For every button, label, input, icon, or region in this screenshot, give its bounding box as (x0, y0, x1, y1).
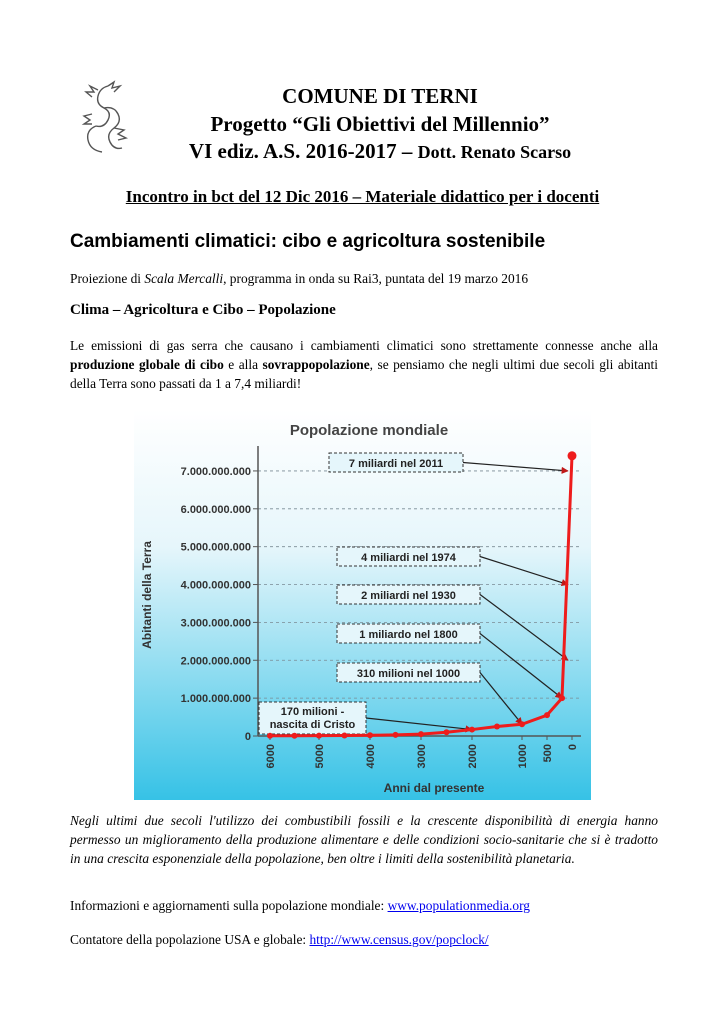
projection-post: , programma in onda su Rai3, puntata del 19 marzo 2016 (223, 271, 529, 286)
chart-title: Popolazione mondiale (289, 422, 449, 439)
header-edition: VI ediz. A.S. 2016-2017 – (188, 139, 418, 163)
y-axis-label: Abitanti della Terra (140, 541, 154, 649)
x-axis-label: Anni dal presente (383, 781, 485, 795)
chart-caption: Negli ultimi due secoli l'utilizzo dei combustibili fossili e la crescente disponibilità di energia hanno permesso un miglioramento della produzione alimentare e delle condizioni socio-sanitarie che si è tradotto in una crescita esponenziale della popolazione, ben oltre i limiti della sostenibilità planetaria. (70, 813, 658, 866)
y-tick-label: 7.000.000.000 (180, 465, 251, 478)
population-point (519, 721, 525, 727)
x-tick-label: 6000 (265, 744, 277, 769)
projection-program: Scala Mercalli (144, 271, 224, 286)
population-point (469, 727, 475, 733)
population-point (544, 712, 550, 718)
population-point (568, 451, 577, 460)
x-tick-label: 5000 (314, 744, 326, 769)
y-tick-label: 4.000.000.000 (180, 579, 251, 592)
population-point (342, 732, 348, 738)
intro-bold-1: produzione globale di cibo (70, 357, 224, 372)
intro-part-2: e alla (223, 357, 263, 372)
y-tick-label: 0 (244, 731, 251, 743)
info-line (70, 896, 530, 915)
population-point (367, 732, 373, 738)
population-point (418, 731, 424, 737)
meeting-title: Incontro in bct del 12 Dic 2016 – Materiale didattico per i docenti (125, 187, 600, 206)
y-tick-label: 5.000.000.000 (180, 541, 251, 554)
population-point (393, 732, 399, 738)
y-tick-label: 2.000.000.000 (180, 655, 251, 668)
header-author: Dott. Renato Scarso (417, 142, 572, 162)
y-tick-label: 3.000.000.000 (180, 617, 251, 630)
intro-part-3: , se pensiamo che negli ultimi due secoli gli abitanti della Terra sono passati da 1 a 7,4 miliardi! (70, 357, 658, 391)
population-point (267, 733, 273, 739)
population-point (494, 724, 500, 730)
header-line-1: COMUNE DI TERNI (282, 84, 478, 108)
intro-bold-2: sovrappopolazione (262, 357, 370, 372)
x-tick-label: 3000 (416, 744, 428, 769)
info-text: Informazioni e aggiornamenti sulla popolazione mondiale: (70, 898, 388, 913)
annotation-label: 1 miliardo nel 1800 (359, 629, 458, 641)
population-point (559, 695, 565, 701)
section-title: Cambiamenti climatici: cibo e agricoltura sostenibile (70, 231, 546, 252)
counter-line (70, 930, 489, 949)
x-tick-label: 0 (567, 744, 579, 751)
annotation-label: 4 miliardi nel 1974 (361, 552, 456, 564)
counter-text: Contatore della popolazione USA e globale: (70, 932, 310, 947)
annotation-label: 7 miliardi nel 2011 (348, 458, 444, 470)
x-tick-label: 2000 (467, 744, 479, 769)
population-chart (134, 410, 591, 800)
y-tick-label: 6.000.000.000 (180, 503, 251, 516)
header-line-3 (120, 139, 640, 164)
projection-pre: Proiezione di (70, 271, 145, 286)
population-point (292, 733, 298, 739)
annotation-label: 310 milioni nel 1000 (356, 668, 461, 680)
clima-heading: Clima – Agricoltura e Cibo – Popolazione (70, 302, 336, 318)
population-point (444, 729, 450, 735)
populationmedia-link[interactable]: www.populationmedia.org (387, 898, 531, 913)
y-tick-label: 1.000.000.000 (180, 693, 251, 706)
intro-part-1: Le emissioni di gas serra che causano i cambiamenti climatici sono strettamente connesse anche alla (70, 338, 658, 353)
census-popclock-link[interactable]: http://www.census.gov/popclock/ (309, 932, 489, 947)
annotation-label: 2 miliardi nel 1930 (361, 590, 456, 602)
x-tick-label: 4000 (365, 744, 377, 769)
x-tick-label: 500 (542, 744, 554, 763)
population-point (316, 733, 322, 739)
header-line-2: Progetto “Gli Obiettivi del Millennio” (210, 112, 550, 136)
projection-line (70, 269, 528, 288)
intro-paragraph (70, 336, 658, 393)
annotation-label: 170 milioni -nascita di Cristo (269, 706, 356, 731)
x-tick-label: 1000 (517, 744, 529, 769)
